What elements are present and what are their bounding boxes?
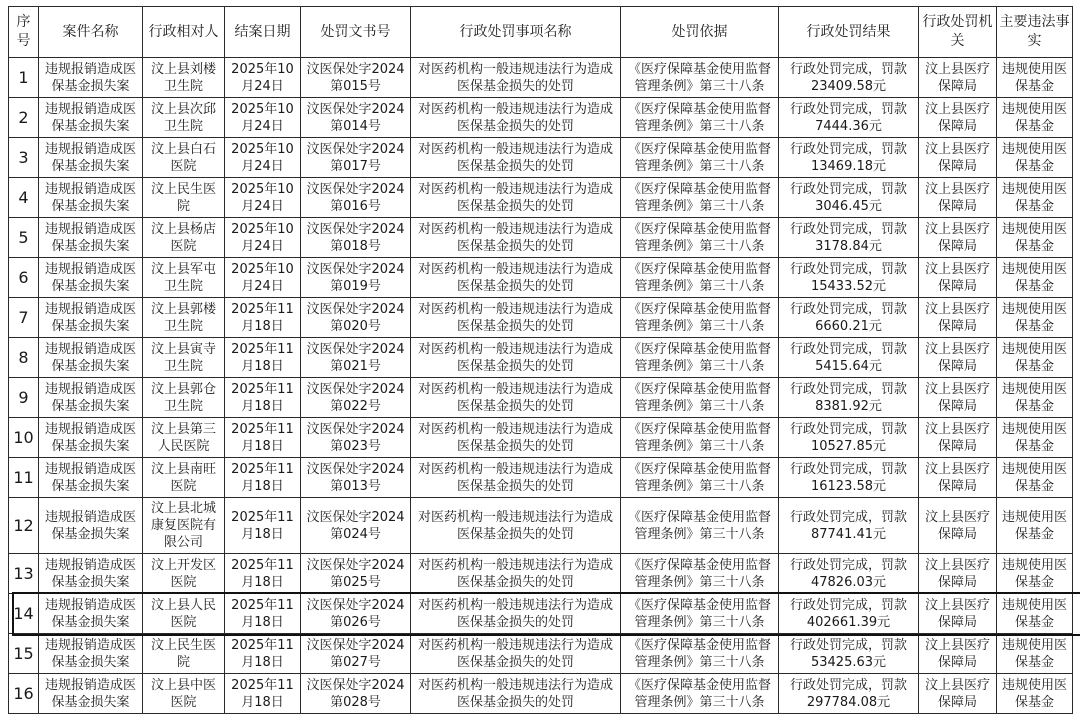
cell-authority: 汶上县医疗保障局 [919,258,997,298]
header-authority: 行政处罚机关 [919,7,997,58]
penalty-table [8,6,1073,714]
cell-party: 汶上县郭楼卫生院 [143,298,225,338]
cell-party: 汶上县刘楼卫生院 [143,58,225,98]
fine-amount: 15433.52元 [810,278,887,294]
cell-facts: 违规使用医保基金 [997,98,1073,138]
cell-facts: 违规使用医保基金 [997,178,1073,218]
table-row [9,258,1073,298]
cell-facts: 违规使用医保基金 [997,458,1073,498]
cell-facts: 违规使用医保基金 [997,258,1073,298]
cell-penalty-item: 对医药机构一般违规违法行为造成医保基金损失的处罚 [411,594,621,634]
cell-basis: 《医疗保障基金使用监督管理条例》第三十八条 [621,634,779,674]
cell-penalty-item: 对医药机构一般违规违法行为造成医保基金损失的处罚 [411,378,621,418]
cell-party: 汶上县次邱卫生院 [143,98,225,138]
cell-case-name: 违规报销造成医保基金损失案 [39,298,143,338]
table-row [9,554,1073,594]
cell-basis: 《医疗保障基金使用监督管理条例》第三十八条 [621,554,779,594]
cell-close-date: 2025年11月18日 [225,634,301,674]
cell-party: 汶上县第三人民医院 [143,418,225,458]
result-text: 行政处罚完成，罚款 [789,261,907,277]
fine-amount: 8381.92元 [815,398,882,414]
cell-authority: 汶上县医疗保障局 [919,634,997,674]
cell-case-name: 违规报销造成医保基金损失案 [39,138,143,178]
table-row [9,458,1073,498]
cell-result [779,258,919,298]
cell-no: 9 [9,378,39,418]
cell-close-date: 2025年11月18日 [225,378,301,418]
cell-authority: 汶上县医疗保障局 [919,138,997,178]
cell-no: 5 [9,218,39,258]
result-text: 行政处罚完成，罚款 [789,637,907,653]
header-doc-number: 处罚文书号 [301,7,411,58]
result-text: 行政处罚完成，罚款 [789,301,907,317]
cell-party: 汶上开发区医院 [143,554,225,594]
cell-result [779,594,919,634]
cell-close-date: 2025年11月18日 [225,458,301,498]
cell-party: 汶上县北城康复医院有限公司 [143,498,225,554]
cell-facts: 违规使用医保基金 [997,594,1073,634]
fine-amount: 23409.58元 [810,78,887,94]
cell-case-name: 违规报销造成医保基金损失案 [39,178,143,218]
cell-case-name: 违规报销造成医保基金损失案 [39,418,143,458]
cell-penalty-item: 对医药机构一般违规违法行为造成医保基金损失的处罚 [411,458,621,498]
cell-result [779,98,919,138]
cell-no: 8 [9,338,39,378]
fine-amount: 297784.08元 [806,694,891,710]
result-text: 行政处罚完成，罚款 [789,341,907,357]
cell-no: 12 [9,498,39,554]
cell-facts: 违规使用医保基金 [997,498,1073,554]
cell-result [779,418,919,458]
cell-result [779,138,919,178]
cell-basis: 《医疗保障基金使用监督管理条例》第三十八条 [621,338,779,378]
result-text: 行政处罚完成，罚款 [789,381,907,397]
result-text: 行政处罚完成，罚款 [789,421,907,437]
cell-doc-number: 汶医保处字2024第025号 [301,554,411,594]
cell-doc-number: 汶医保处字2024第026号 [301,594,411,634]
cell-authority: 汶上县医疗保障局 [919,458,997,498]
table-row [9,178,1073,218]
cell-facts: 违规使用医保基金 [997,58,1073,98]
cell-result [779,554,919,594]
result-text: 行政处罚完成，罚款 [789,557,907,573]
cell-facts: 违规使用医保基金 [997,634,1073,674]
cell-facts: 违规使用医保基金 [997,138,1073,178]
cell-facts: 违规使用医保基金 [997,338,1073,378]
cell-case-name: 违规报销造成医保基金损失案 [39,554,143,594]
cell-party: 汶上县南旺医院 [143,458,225,498]
cell-facts: 违规使用医保基金 [997,298,1073,338]
cell-penalty-item: 对医药机构一般违规违法行为造成医保基金损失的处罚 [411,258,621,298]
cell-authority: 汶上县医疗保障局 [919,498,997,554]
table-row [9,594,1073,634]
table-row [9,98,1073,138]
fine-amount: 10527.85元 [810,438,887,454]
result-text: 行政处罚完成，罚款 [789,141,907,157]
cell-close-date: 2025年11月18日 [225,418,301,458]
cell-no: 7 [9,298,39,338]
cell-penalty-item: 对医药机构一般违规违法行为造成医保基金损失的处罚 [411,58,621,98]
table-row [9,218,1073,258]
header-result: 行政处罚结果 [779,7,919,58]
cell-penalty-item: 对医药机构一般违规违法行为造成医保基金损失的处罚 [411,418,621,458]
cell-party: 汶上县人民医院 [143,594,225,634]
cell-doc-number: 汶医保处字2024第013号 [301,458,411,498]
table-row [9,138,1073,178]
result-text: 行政处罚完成，罚款 [789,221,907,237]
cell-no: 2 [9,98,39,138]
fine-amount: 402661.39元 [806,614,891,630]
cell-party: 汶上县杨店医院 [143,218,225,258]
header-penalty-item: 行政处罚事项名称 [411,7,621,58]
cell-penalty-item: 对医药机构一般违规违法行为造成医保基金损失的处罚 [411,498,621,554]
fine-amount: 5415.64元 [815,358,882,374]
cell-penalty-item: 对医药机构一般违规违法行为造成医保基金损失的处罚 [411,138,621,178]
cell-case-name: 违规报销造成医保基金损失案 [39,378,143,418]
cell-basis: 《医疗保障基金使用监督管理条例》第三十八条 [621,378,779,418]
cell-result [779,338,919,378]
cell-result [779,218,919,258]
header-facts: 主要违法事实 [997,7,1073,58]
cell-party: 汶上县寅寺卫生院 [143,338,225,378]
cell-authority: 汶上县医疗保障局 [919,58,997,98]
cell-close-date: 2025年10月24日 [225,58,301,98]
fine-amount: 87741.41元 [810,526,887,542]
cell-authority: 汶上县医疗保障局 [919,378,997,418]
cell-result [779,634,919,674]
cell-close-date: 2025年10月24日 [225,138,301,178]
cell-result [779,178,919,218]
fine-amount: 3178.84元 [815,238,882,254]
result-text: 行政处罚完成，罚款 [789,181,907,197]
cell-party: 汶上县郭仓卫生院 [143,378,225,418]
cell-doc-number: 汶医保处字2024第017号 [301,138,411,178]
cell-party: 汶上县中医医院 [143,674,225,714]
cell-result [779,58,919,98]
table-row [9,298,1073,338]
cell-case-name: 违规报销造成医保基金损失案 [39,218,143,258]
cell-close-date: 2025年10月24日 [225,258,301,298]
cell-result [779,458,919,498]
cell-no: 1 [9,58,39,98]
result-text: 行政处罚完成，罚款 [789,101,907,117]
cell-authority: 汶上县医疗保障局 [919,554,997,594]
cell-facts: 违规使用医保基金 [997,218,1073,258]
cell-facts: 违规使用医保基金 [997,554,1073,594]
cell-doc-number: 汶医保处字2024第019号 [301,258,411,298]
fine-amount: 47826.03元 [810,574,887,590]
cell-doc-number: 汶医保处字2024第020号 [301,298,411,338]
cell-doc-number: 汶医保处字2024第023号 [301,418,411,458]
cell-doc-number: 汶医保处字2024第022号 [301,378,411,418]
table-row [9,674,1073,714]
cell-facts: 违规使用医保基金 [997,418,1073,458]
cell-basis: 《医疗保障基金使用监督管理条例》第三十八条 [621,298,779,338]
cell-authority: 汶上县医疗保障局 [919,594,997,634]
cell-basis: 《医疗保障基金使用监督管理条例》第三十八条 [621,98,779,138]
cell-result [779,298,919,338]
cell-doc-number: 汶医保处字2024第027号 [301,634,411,674]
cell-case-name: 违规报销造成医保基金损失案 [39,98,143,138]
cell-no: 14 [9,594,39,634]
fine-amount: 16123.58元 [810,478,887,494]
cell-close-date: 2025年10月24日 [225,218,301,258]
cell-result [779,378,919,418]
cell-basis: 《医疗保障基金使用监督管理条例》第三十八条 [621,218,779,258]
header-row [9,7,1073,58]
cell-close-date: 2025年11月18日 [225,498,301,554]
cell-basis: 《医疗保障基金使用监督管理条例》第三十八条 [621,418,779,458]
cell-basis: 《医疗保障基金使用监督管理条例》第三十八条 [621,458,779,498]
table-row [9,378,1073,418]
table-row [9,338,1073,378]
cell-party: 汶上民生医院 [143,634,225,674]
cell-penalty-item: 对医药机构一般违规违法行为造成医保基金损失的处罚 [411,674,621,714]
cell-no: 6 [9,258,39,298]
cell-facts: 违规使用医保基金 [997,378,1073,418]
cell-basis: 《医疗保障基金使用监督管理条例》第三十八条 [621,674,779,714]
table-row [9,634,1073,674]
cell-result [779,674,919,714]
cell-doc-number: 汶医保处字2024第024号 [301,498,411,554]
cell-authority: 汶上县医疗保障局 [919,178,997,218]
cell-case-name: 违规报销造成医保基金损失案 [39,594,143,634]
cell-facts: 违规使用医保基金 [997,674,1073,714]
cell-basis: 《医疗保障基金使用监督管理条例》第三十八条 [621,138,779,178]
cell-doc-number: 汶医保处字2024第016号 [301,178,411,218]
result-text: 行政处罚完成，罚款 [789,61,907,77]
result-text: 行政处罚完成，罚款 [789,461,907,477]
cell-result [779,498,919,554]
fine-amount: 6660.21元 [815,318,882,334]
cell-basis: 《医疗保障基金使用监督管理条例》第三十八条 [621,258,779,298]
cell-case-name: 违规报销造成医保基金损失案 [39,58,143,98]
cell-doc-number: 汶医保处字2024第028号 [301,674,411,714]
cell-party: 汶上县军屯卫生院 [143,258,225,298]
cell-close-date: 2025年11月18日 [225,674,301,714]
cell-case-name: 违规报销造成医保基金损失案 [39,674,143,714]
cell-case-name: 违规报销造成医保基金损失案 [39,498,143,554]
cell-close-date: 2025年11月18日 [225,554,301,594]
cell-penalty-item: 对医药机构一般违规违法行为造成医保基金损失的处罚 [411,98,621,138]
cell-penalty-item: 对医药机构一般违规违法行为造成医保基金损失的处罚 [411,338,621,378]
cell-case-name: 违规报销造成医保基金损失案 [39,338,143,378]
penalty-document [8,6,1072,718]
cell-authority: 汶上县医疗保障局 [919,674,997,714]
cell-doc-number: 汶医保处字2024第021号 [301,338,411,378]
cell-no: 16 [9,674,39,714]
cell-penalty-item: 对医药机构一般违规违法行为造成医保基金损失的处罚 [411,298,621,338]
cell-no: 15 [9,634,39,674]
cell-case-name: 违规报销造成医保基金损失案 [39,634,143,674]
cell-case-name: 违规报销造成医保基金损失案 [39,458,143,498]
cell-doc-number: 汶医保处字2024第014号 [301,98,411,138]
cell-basis: 《医疗保障基金使用监督管理条例》第三十八条 [621,498,779,554]
table-row [9,498,1073,554]
fine-amount: 7444.36元 [815,118,882,134]
cell-basis: 《医疗保障基金使用监督管理条例》第三十八条 [621,58,779,98]
cell-penalty-item: 对医药机构一般违规违法行为造成医保基金损失的处罚 [411,178,621,218]
result-text: 行政处罚完成，罚款 [789,677,907,693]
cell-penalty-item: 对医药机构一般违规违法行为造成医保基金损失的处罚 [411,554,621,594]
cell-no: 11 [9,458,39,498]
cell-close-date: 2025年10月24日 [225,178,301,218]
fine-amount: 3046.45元 [815,198,882,214]
table-row [9,418,1073,458]
table-row [9,58,1073,98]
cell-close-date: 2025年11月18日 [225,594,301,634]
fine-amount: 53425.63元 [810,654,887,670]
cell-authority: 汶上县医疗保障局 [919,98,997,138]
cell-close-date: 2025年11月18日 [225,338,301,378]
cell-basis: 《医疗保障基金使用监督管理条例》第三十八条 [621,178,779,218]
cell-basis: 《医疗保障基金使用监督管理条例》第三十八条 [621,594,779,634]
header-basis: 处罚依据 [621,7,779,58]
cell-authority: 汶上县医疗保障局 [919,418,997,458]
cell-penalty-item: 对医药机构一般违规违法行为造成医保基金损失的处罚 [411,634,621,674]
cell-authority: 汶上县医疗保障局 [919,218,997,258]
cell-authority: 汶上县医疗保障局 [919,338,997,378]
cell-party: 汶上县白石医院 [143,138,225,178]
cell-no: 4 [9,178,39,218]
fine-amount: 13469.18元 [810,158,887,174]
header-case-name: 案件名称 [39,7,143,58]
cell-penalty-item: 对医药机构一般违规违法行为造成医保基金损失的处罚 [411,218,621,258]
cell-no: 3 [9,138,39,178]
cell-close-date: 2025年11月18日 [225,298,301,338]
cell-close-date: 2025年10月24日 [225,98,301,138]
cell-case-name: 违规报销造成医保基金损失案 [39,258,143,298]
cell-party: 汶上民生医院 [143,178,225,218]
cell-no: 13 [9,554,39,594]
header-close-date: 结案日期 [225,7,301,58]
header-no: 序号 [9,7,39,58]
result-text: 行政处罚完成，罚款 [789,597,907,613]
cell-authority: 汶上县医疗保障局 [919,298,997,338]
result-text: 行政处罚完成，罚款 [789,509,907,525]
cell-no: 10 [9,418,39,458]
header-party: 行政相对人 [143,7,225,58]
cell-doc-number: 汶医保处字2024第015号 [301,58,411,98]
cell-doc-number: 汶医保处字2024第018号 [301,218,411,258]
